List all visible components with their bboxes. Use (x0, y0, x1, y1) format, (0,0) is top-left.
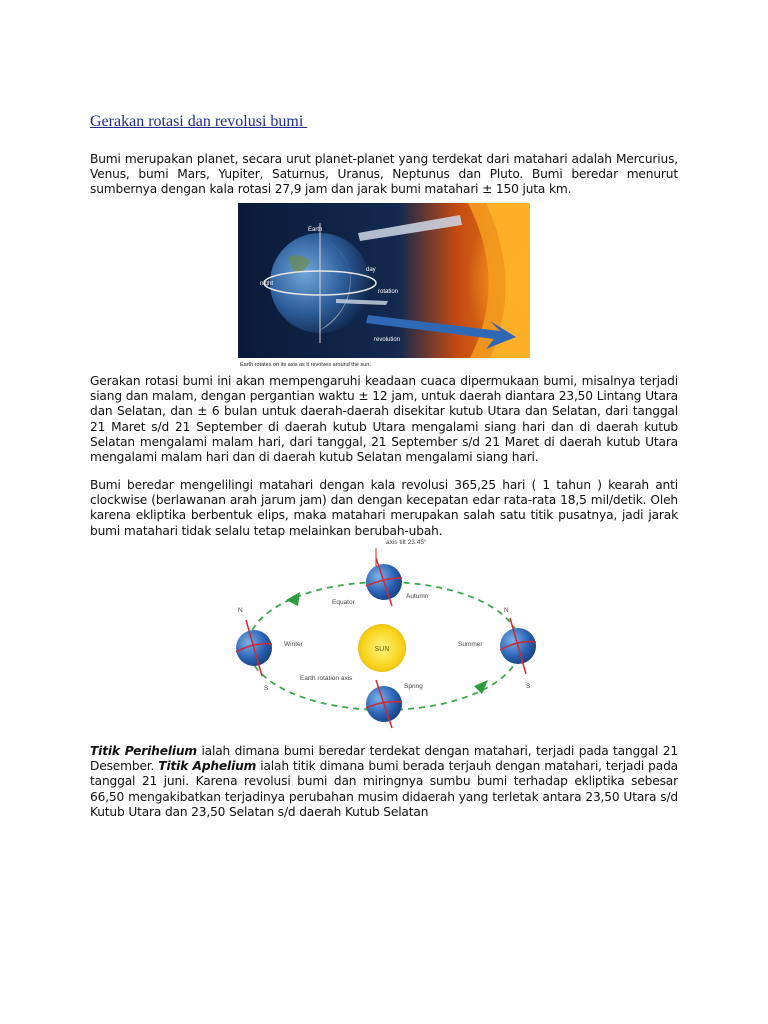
seasons-orbit-figure (228, 534, 548, 734)
south-left-label: S (264, 685, 269, 692)
earth-label: Earth (308, 227, 323, 233)
aphelium-term: Titik Aphelium (158, 759, 257, 774)
paragraph-planets: Bumi merupakan planet, secara urut planet-planet yang terdekat dari matahari adalah Mercurius, Venus, bumi Mars, Yupiter, Saturnus, Uranus, Neptunus dan Pluto. Bumi beredar menurut sumbernya dengan kala rotasi 27,9 jam dan jarak bumi matahari ± 150 juta km. (90, 152, 678, 197)
figure1-caption: Earth rotates on its axis as it revolves around the sun. (240, 362, 371, 368)
summer-label: Summer (458, 641, 483, 648)
perihelium-text: ialah dimana bumi beredar terdekat dengan matahari, terjadi pada tanggal 21 Desember. (90, 744, 678, 774)
autumn-label: Autumn (406, 593, 429, 600)
equator-label: Equator (332, 599, 355, 606)
paragraph-perihelium (90, 744, 678, 820)
north-right-label: N (504, 607, 509, 614)
aphelium-text: ialah titik dimana bumi berada terjauh dengan matahari, terjadi pada tanggal 21 juni. Karena revolusi bumi dan miringnya sumbu bumi terhadap ekliptika sebesar 66,50 mengakibatkan terjadinya perubahan musim didaerah yang terletak antara 23,50 Utara s/d Kutub Utara dan 23,50 Selatan s/d daerah Kutub Selatan (90, 759, 678, 819)
night-label: night (260, 281, 274, 287)
earth-rotation-figure (238, 203, 530, 369)
revolution-label: revolution (374, 337, 401, 343)
orbit-arrow-left (286, 592, 300, 606)
perihelium-term: Titik Perihelium (90, 744, 197, 758)
north-left-label: N (238, 607, 243, 614)
axis-tilt-label: axis tilt 23.45° (386, 539, 427, 546)
sun-label: SUN (374, 646, 390, 653)
page-title[interactable]: Gerakan rotasi dan revolusi bumi (90, 113, 308, 130)
rotation-axis-label: Earth rotation axis (300, 675, 353, 682)
winter-label: Winter (284, 641, 303, 648)
rotation-label: rotation (378, 289, 399, 295)
paragraph-rotation: Gerakan rotasi bumi ini akan mempengaruhi keadaan cuaca dipermukaan bumi, misalnya terjadi siang dan malam, dengan pergantian waktu ± 12 jam, untuk daerah diantara 23,50 Lintang Utara dan Selatan, dan ± 6 bulan untuk daerah-daerah disekitar kutub Utara dan Selatan, dari tanggal 21 Maret s/d 21 September di daerah kutub Utara mengalami siang hari dan di daerah kutub Selatan mengalami malam hari, dari tanggal, 21 September s/d 21 Maret di daerah kutub Utara mengalami malam hari dan di daerah kutub Selatan mengalami siang hari. (90, 374, 678, 465)
day-label: day (366, 267, 376, 273)
paragraph-revolution: Bumi beredar mengelilingi matahari dengan kala revolusi 365,25 hari ( 1 tahun ) kearah anti clockwise (berlawanan arah jarum jam) dan dengan kecepatan edar rata-rata 18,5 mil/detik. Oleh karena ekliptika berbentuk elips, maka matahari merupakan salah satu titik pusatnya, jadi jarak bumi matahari tidak selalu tetap melainkan berubah-ubah. (90, 478, 678, 538)
south-right-label: S (526, 683, 531, 690)
orbit-arrow-right (474, 680, 488, 694)
spring-label: Spring (404, 683, 423, 690)
